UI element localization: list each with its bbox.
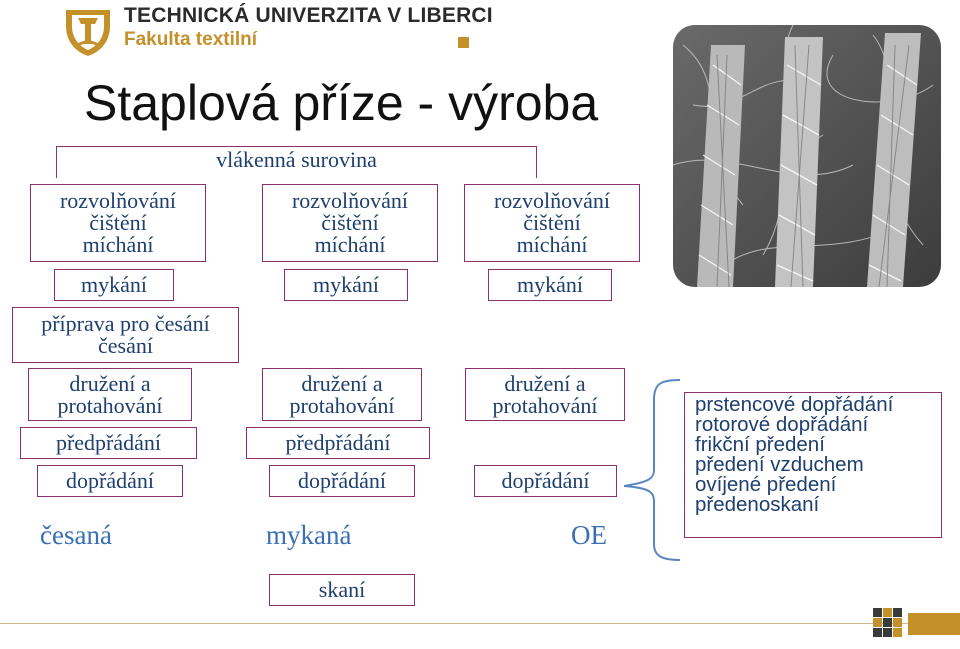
- page-title: Staplová příze - výroba: [84, 75, 599, 131]
- col1-carding-label: mykání: [81, 272, 147, 297]
- col1-drawing-line2: protahování: [57, 392, 163, 418]
- method-friction-spinning: frikční předení: [695, 433, 825, 457]
- footer-grid-logo-icon: [873, 608, 903, 638]
- col3-drawing-line2: protahování: [492, 392, 598, 418]
- footer-gold-bar: [908, 613, 960, 635]
- raw-fiber-box: [56, 146, 537, 178]
- method-ring-spinning: prstencové dopřádání: [695, 393, 894, 416]
- col2-drawing-line2: protahování: [289, 392, 395, 418]
- col1-comb-prep-line1: příprava pro česání: [41, 311, 210, 336]
- method-rotor-spinning: rotorové dopřádání: [695, 413, 869, 437]
- university-name: TECHNICKÁ UNIVERZITA V LIBERCI: [124, 4, 493, 27]
- faculty-name: Fakulta textilní: [124, 29, 258, 50]
- col3-spinning-label: dopřádání: [501, 468, 590, 493]
- col3-opening-box: [464, 184, 640, 262]
- university-logo-icon: [62, 6, 114, 58]
- combed-yarn-label: česaná: [40, 520, 112, 550]
- col2-carding-box: [284, 269, 408, 301]
- col3-opening-line3: míchání: [516, 232, 588, 257]
- method-air-jet-spinning: předení vzduchem: [695, 453, 864, 477]
- col3-carding-box: [488, 269, 612, 301]
- col1-comb-prep-box: [12, 307, 239, 363]
- method-spin-twisting: předenoskaní: [695, 493, 820, 517]
- col1-drawing-box: [28, 368, 192, 421]
- col2-opening-line3: míchání: [314, 232, 386, 257]
- col1-opening-box: [30, 184, 206, 262]
- col2-spinning-box: [269, 465, 415, 497]
- open-end-yarn-label: OE: [571, 520, 607, 550]
- footer-line: [0, 623, 960, 624]
- col1-carding-box: [54, 269, 174, 301]
- col3-opening-line1: rozvolňování: [493, 188, 611, 213]
- col1-comb-prep-line2: česání: [98, 333, 153, 358]
- col2-carding-label: mykání: [313, 272, 379, 297]
- col2-spinning-label: dopřádání: [298, 468, 386, 493]
- yarn-micrograph-image: [673, 25, 941, 287]
- col3-opening-line2: čištění: [523, 210, 581, 235]
- spinning-methods-box: [684, 392, 942, 538]
- col2-twisting-label: skaní: [318, 577, 366, 602]
- col1-opening-line1: rozvolňování: [59, 188, 177, 213]
- curly-brace-icon: [622, 378, 682, 562]
- col1-roving-box: [20, 427, 197, 459]
- col2-opening-line1: rozvolňování: [291, 188, 409, 213]
- col3-spinning-box: [474, 465, 617, 497]
- col1-spinning-box: [37, 465, 183, 497]
- col3-drawing-box: [465, 368, 625, 421]
- col2-opening-line2: čištění: [321, 210, 379, 235]
- col2-drawing-box: [262, 368, 422, 421]
- col2-drawing-line1: družení a: [301, 370, 383, 396]
- method-wrap-spinning: ovíjené předení: [695, 473, 837, 497]
- raw-fiber-label: vlákenná surovina: [216, 147, 377, 172]
- col3-drawing-line1: družení a: [504, 370, 586, 396]
- col1-drawing-line1: družení a: [69, 370, 151, 396]
- col1-roving-label: předpřádání: [55, 430, 162, 455]
- carded-yarn-label: mykaná: [266, 520, 352, 550]
- col2-twisting-box: [269, 574, 415, 606]
- col1-opening-line2: čištění: [89, 210, 147, 235]
- col3-carding-label: mykání: [517, 272, 583, 297]
- col2-roving-box: [246, 427, 430, 459]
- col2-roving-label: předpřádání: [285, 430, 391, 455]
- col1-opening-line3: míchání: [82, 232, 154, 257]
- header-square-icon: [458, 37, 469, 48]
- col1-spinning-label: dopřádání: [66, 468, 154, 493]
- col2-opening-box: [262, 184, 438, 262]
